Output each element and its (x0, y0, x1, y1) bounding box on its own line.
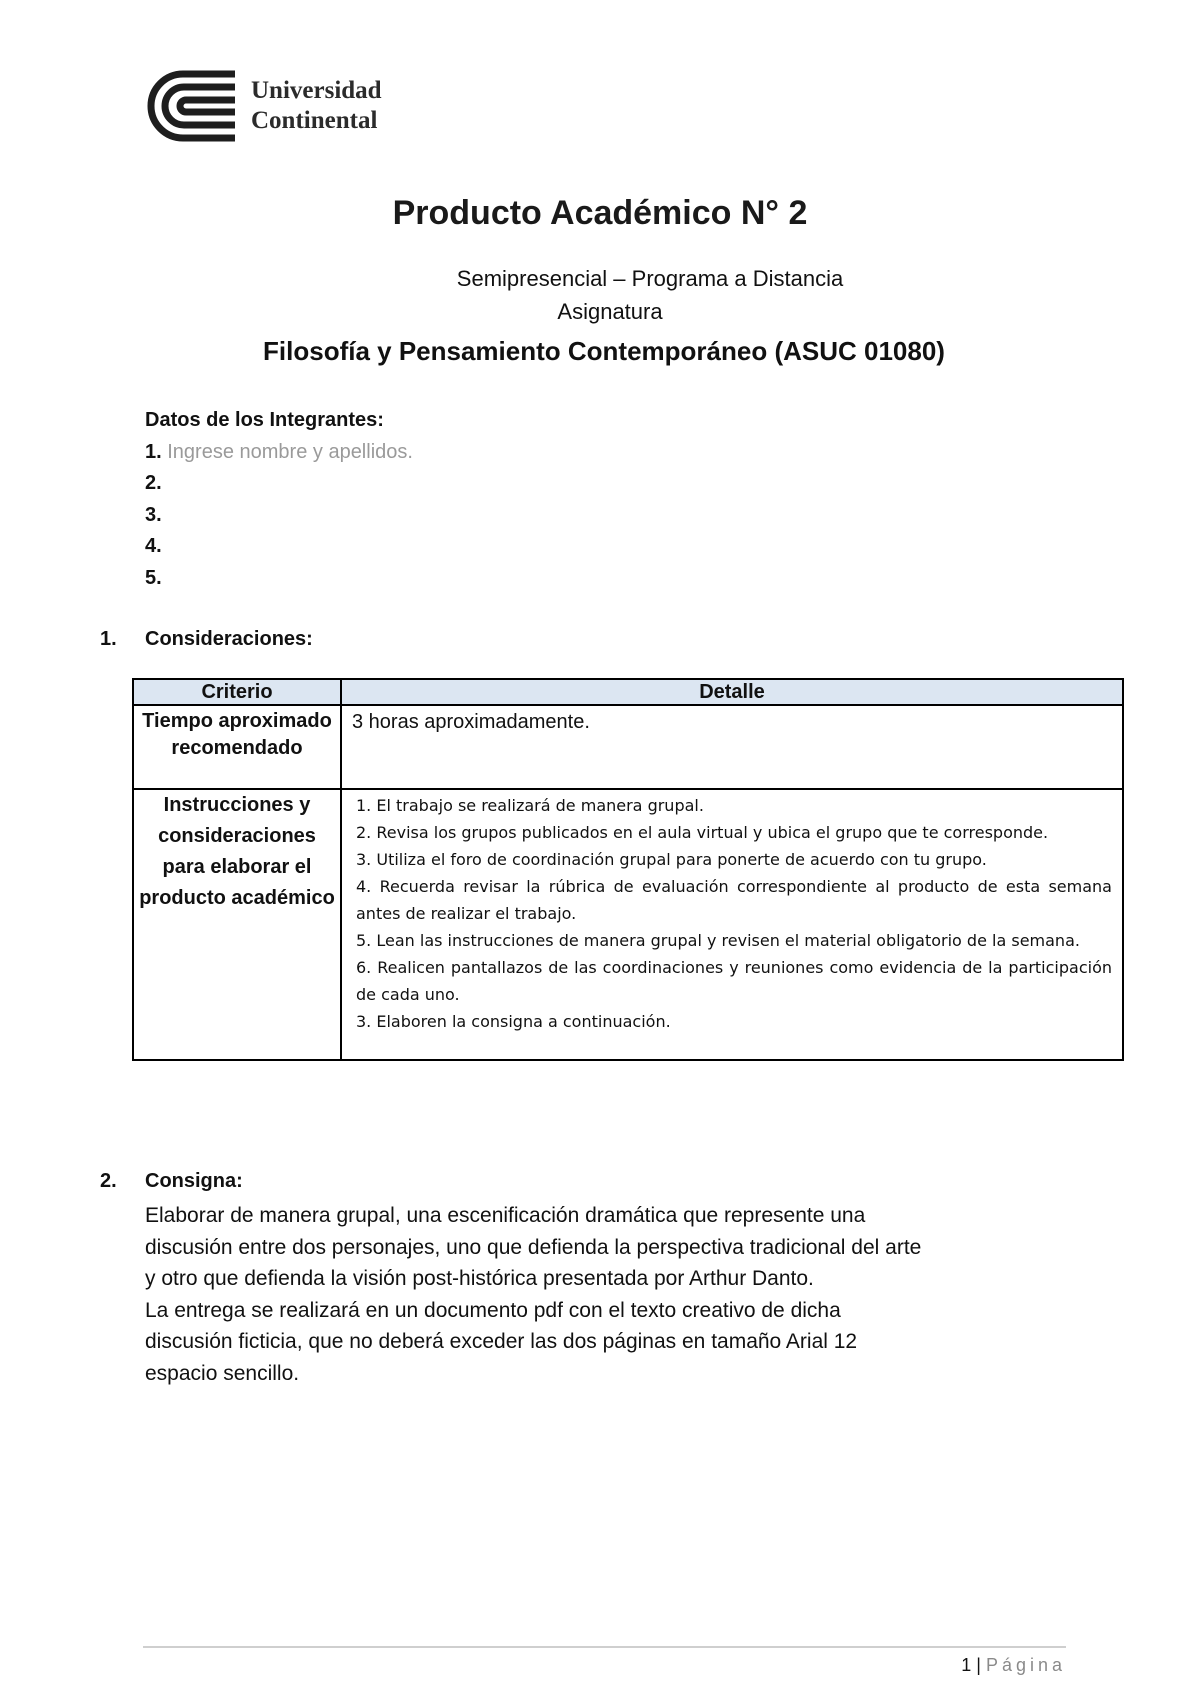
logo-line2: Continental (251, 107, 378, 134)
table-row (133, 789, 1123, 1060)
instruction-text: Revisa los grupos publicados en el aula virtual y ubica el grupo que te corresponde. (376, 823, 1049, 842)
instruction-item (356, 927, 1112, 954)
instruction-item (356, 819, 1112, 846)
instruction-text: Elaboren la consigna a continuación. (376, 1012, 671, 1031)
logo-wordmark (251, 76, 382, 136)
instruction-number: 5. (356, 931, 372, 950)
instruction-text: Recuerda revisar la rúbrica de evaluación correspondiente al producto de esta semana antes de realizar el trabajo. (356, 877, 1112, 923)
integrante-item (145, 500, 413, 532)
criterio-cell: Instrucciones y consideraciones para elaborar el producto académico (133, 789, 341, 1060)
footer-divider (143, 1646, 1066, 1648)
detalle-cell: 3 horas aproximadamente. (341, 705, 1123, 789)
logo-line1: Universidad (251, 77, 382, 104)
instruction-item (356, 1008, 1112, 1035)
university-logo (143, 70, 403, 142)
page-separator: | (976, 1655, 981, 1675)
integrante-item (145, 563, 413, 595)
instruction-number: 3. (356, 1012, 372, 1031)
integrantes-heading: Datos de los Integrantes: (145, 409, 384, 431)
course-name: Filosofía y Pensamiento Contemporáneo (ASUC 01080) (263, 336, 945, 366)
instruction-text: Utiliza el foro de coordinación grupal para ponerte de acuerdo con tu grupo. (376, 850, 987, 869)
page-label: Página (985, 1655, 1066, 1675)
integrante-number: 3. (145, 503, 162, 526)
table-row (133, 705, 1123, 789)
instruction-item (356, 954, 1112, 1008)
section-number: 1. (100, 628, 117, 650)
consigna-line: La entrega se realizará en un documento pdf con el texto creativo de dicha (145, 1298, 841, 1322)
instruction-number: 3. (356, 850, 372, 869)
integrante-number: 5. (145, 566, 162, 589)
page-number-value: 1 (961, 1655, 972, 1675)
document-title: Producto Académico N° 2 (392, 194, 808, 232)
detalle-cell (341, 789, 1123, 1060)
integrante-number: 2. (145, 472, 162, 494)
instruction-text: El trabajo se realizará de manera grupal. (376, 796, 704, 815)
consigna-line: y otro que defienda la visión post-histórica presentada por Arthur Danto. (145, 1267, 814, 1290)
integrante-item (145, 531, 413, 563)
instruction-item (356, 846, 1112, 873)
consigna-line: discusión entre dos personajes, uno que defienda la perspectiva tradicional del arte (145, 1235, 922, 1259)
integrante-placeholder[interactable]: Ingrese nombre y apellidos. (167, 440, 413, 463)
integrante-item (145, 468, 413, 500)
instruction-item (356, 792, 1112, 819)
instruction-text: Realicen pantallazos de las coordinaciones y reuniones como evidencia de la participación de cada uno. (356, 958, 1112, 1004)
section-number: 2. (100, 1170, 117, 1192)
instruction-number: 1. (356, 796, 372, 815)
integrante-number: 1. (145, 440, 162, 463)
column-header-criterio: Criterio (133, 679, 341, 705)
asignatura-label: Asignatura (557, 299, 663, 324)
section-title: Consideraciones: (145, 628, 313, 650)
table-header-row (133, 679, 1123, 705)
integrante-item (145, 437, 413, 469)
section-consideraciones-heading (100, 628, 313, 651)
consideraciones-table (132, 678, 1124, 1061)
integrante-number: 4. (145, 535, 162, 557)
consigna-line: espacio sencillo. (145, 1361, 300, 1385)
consigna-line: Elaborar de manera grupal, una escenificación dramática que represente una (145, 1204, 866, 1227)
consigna-line: discusión ficticia, que no deberá exceder las dos páginas en tamaño Arial 12 (145, 1330, 858, 1353)
instruction-item (356, 873, 1112, 927)
instruction-text: Lean las instrucciones de manera grupal y revisen el material obligatorio de la semana. (376, 931, 1080, 950)
consigna-text (145, 1200, 1085, 1389)
integrantes-block (145, 405, 413, 594)
document-subtitle: Semipresencial – Programa a Distancia (456, 266, 844, 291)
column-header-detalle: Detalle (341, 679, 1123, 705)
instruction-number: 2. (356, 823, 372, 842)
section-title: Consigna: (145, 1170, 243, 1192)
page-number (961, 1655, 1066, 1676)
section-consigna-heading (100, 1170, 243, 1193)
criterio-cell: Tiempo aproximado recomendado (133, 705, 341, 789)
instruction-number: 6. (356, 958, 372, 977)
logo-mark-icon (143, 70, 239, 142)
instruction-number: 4. (356, 877, 372, 896)
